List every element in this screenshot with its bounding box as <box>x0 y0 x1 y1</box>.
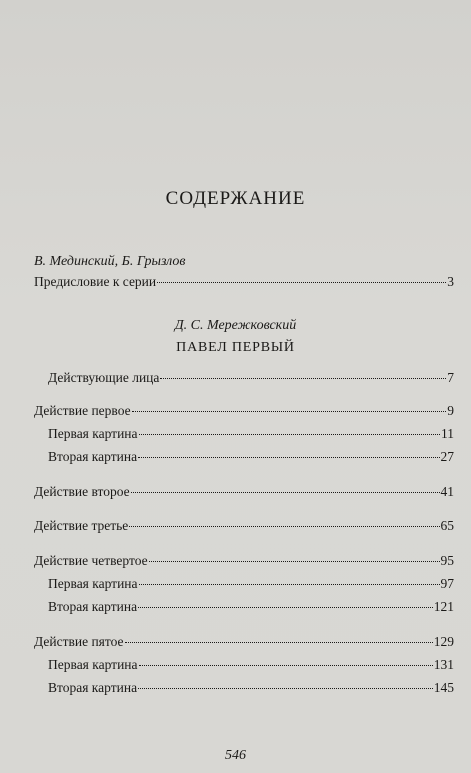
dot-leader <box>132 411 447 412</box>
page-title: СОДЕРЖАНИЕ <box>165 188 306 209</box>
dot-leader <box>125 642 433 643</box>
toc-entry-page: 97 <box>440 576 454 591</box>
toc-entry-label: Действие первое <box>34 403 131 418</box>
toc-entry[interactable] <box>48 425 454 443</box>
toc-entry[interactable] <box>48 679 454 697</box>
toc-entry[interactable] <box>34 552 454 570</box>
toc-entry-page: 41 <box>440 484 454 499</box>
toc-entry[interactable] <box>34 633 454 651</box>
work-author: Д. С. Мережковский <box>174 318 297 333</box>
toc-entry[interactable] <box>34 483 454 501</box>
dot-leader <box>138 457 439 458</box>
toc-entry-label: Действие третье <box>34 518 129 533</box>
toc-entry-label: Вторая картина <box>48 599 138 614</box>
toc-entry-label: Первая картина <box>48 576 138 591</box>
toc-entry-label: Действие пятое <box>34 634 124 649</box>
toc-entry-label: Действующие лица <box>48 370 160 385</box>
dot-leader <box>139 584 440 585</box>
dot-leader <box>138 607 433 608</box>
preface-author: В. Мединский, Б. Грызлов <box>34 254 186 269</box>
toc-entry-page: 9 <box>447 403 454 418</box>
dot-leader <box>139 665 433 666</box>
dot-leader <box>129 526 439 527</box>
dot-leader <box>149 561 440 562</box>
dot-leader <box>160 378 446 379</box>
page-number: 546 <box>225 748 246 763</box>
toc-entry-label: Предисловие к серии <box>34 274 157 289</box>
dot-leader <box>138 688 433 689</box>
toc-entry-page: 145 <box>433 680 454 695</box>
toc-entry-page: 121 <box>433 599 454 614</box>
toc-entry[interactable] <box>48 656 454 674</box>
toc-entry[interactable] <box>34 402 454 420</box>
toc-entry-page: 95 <box>440 553 454 568</box>
toc-entry-label: Первая картина <box>48 657 138 672</box>
toc-entry-page: 11 <box>441 426 454 441</box>
toc-entry-page: 131 <box>433 657 454 672</box>
toc-entry-label: Вторая картина <box>48 680 138 695</box>
toc-entry[interactable] <box>48 369 454 387</box>
dot-leader <box>131 492 440 493</box>
work-title: ПАВЕЛ ПЕРВЫЙ <box>176 340 295 355</box>
toc-entry-preface[interactable] <box>34 273 454 291</box>
toc-entry-page: 129 <box>433 634 454 649</box>
toc-entry-label: Первая картина <box>48 426 138 441</box>
toc-entry[interactable] <box>48 448 454 466</box>
dot-leader <box>139 434 440 435</box>
toc-entry-label: Действие четвертое <box>34 553 148 568</box>
dot-leader <box>157 282 446 283</box>
toc-entry-label: Вторая картина <box>48 449 138 464</box>
toc-entry-page: 7 <box>447 370 454 385</box>
toc-entry[interactable] <box>48 598 454 616</box>
toc-entry-page: 3 <box>447 274 454 289</box>
toc-entry[interactable] <box>34 517 454 535</box>
toc-entry-page: 27 <box>440 449 454 464</box>
toc-entry-page: 65 <box>440 518 454 533</box>
toc-entry[interactable] <box>48 575 454 593</box>
toc-entry-label: Действие второе <box>34 484 130 499</box>
